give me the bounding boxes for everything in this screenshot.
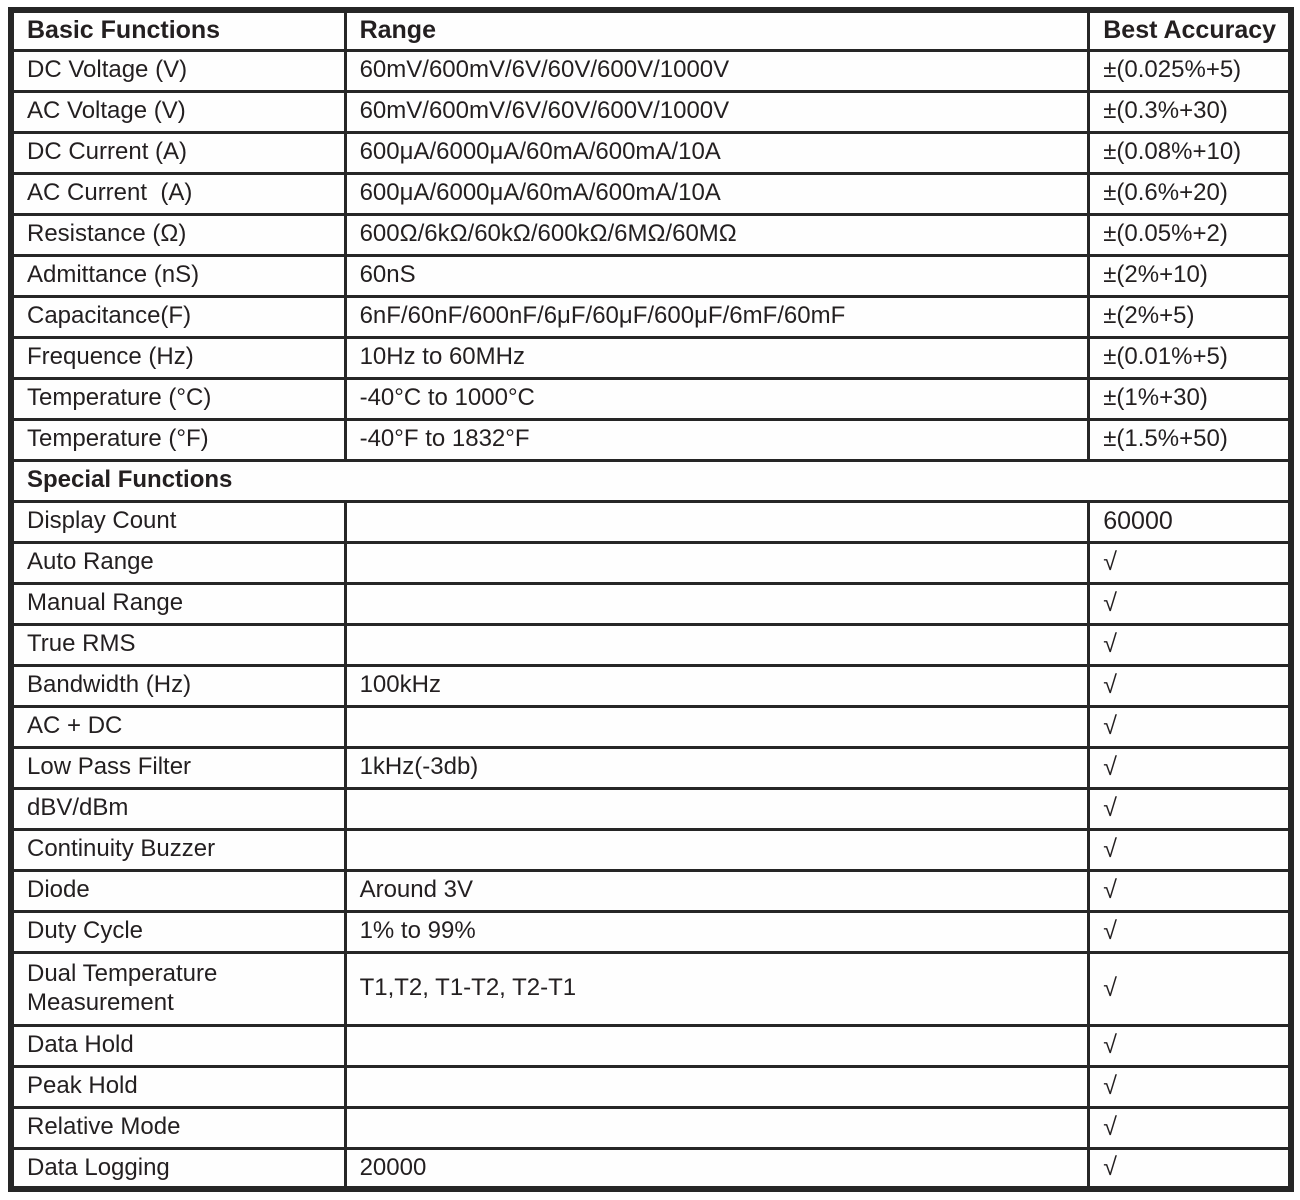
- table-row: [11, 911, 1291, 952]
- range-cell: [345, 583, 1089, 624]
- table-row: [11, 91, 1291, 132]
- table-row: [11, 501, 1291, 542]
- table-row: [11, 378, 1291, 419]
- checkmark-cell: √: [1089, 583, 1291, 624]
- range-cell: [345, 1025, 1089, 1066]
- range-cell: [345, 829, 1089, 870]
- function-cell: Duty Cycle: [11, 911, 345, 952]
- function-cell: Auto Range: [11, 542, 345, 583]
- checkmark-cell: √: [1089, 911, 1291, 952]
- section-header-row: [11, 460, 1291, 501]
- range-cell: [345, 788, 1089, 829]
- checkmark-cell: √: [1089, 1148, 1291, 1189]
- column-header-best-accuracy: Best Accuracy: [1089, 10, 1291, 50]
- accuracy-cell: ±(0.08%+10): [1089, 132, 1291, 173]
- function-cell: True RMS: [11, 624, 345, 665]
- range-cell: 100kHz: [345, 665, 1089, 706]
- range-cell: 1kHz(-3db): [345, 747, 1089, 788]
- checkmark-cell: √: [1089, 1066, 1291, 1107]
- range-cell: [345, 1066, 1089, 1107]
- function-cell: AC Voltage (V): [11, 91, 345, 132]
- table-row: [11, 1066, 1291, 1107]
- function-cell: dBV/dBm: [11, 788, 345, 829]
- checkmark-cell: √: [1089, 1025, 1291, 1066]
- table-row: [11, 132, 1291, 173]
- checkmark-cell: √: [1089, 747, 1291, 788]
- function-cell: Diode: [11, 870, 345, 911]
- accuracy-cell: ±(0.6%+20): [1089, 173, 1291, 214]
- table-row: [11, 624, 1291, 665]
- column-header-range: Range: [345, 10, 1089, 50]
- range-cell: 20000: [345, 1148, 1089, 1189]
- range-cell: 1% to 99%: [345, 911, 1089, 952]
- table-row: [11, 665, 1291, 706]
- range-cell: [345, 542, 1089, 583]
- section-header-special-functions: Special Functions: [11, 460, 1291, 501]
- table-row: [11, 1025, 1291, 1066]
- function-cell: Capacitance(F): [11, 296, 345, 337]
- function-cell: Data Logging: [11, 1148, 345, 1189]
- table-row: [11, 419, 1291, 460]
- checkmark-cell: √: [1089, 870, 1291, 911]
- table-row: [11, 255, 1291, 296]
- range-cell: -40°C to 1000°C: [345, 378, 1089, 419]
- accuracy-cell: ±(1.5%+50): [1089, 419, 1291, 460]
- function-cell: Bandwidth (Hz): [11, 665, 345, 706]
- table-row: [11, 214, 1291, 255]
- function-cell: Continuity Buzzer: [11, 829, 345, 870]
- range-cell: 600Ω/6kΩ/60kΩ/600kΩ/6MΩ/60MΩ: [345, 214, 1089, 255]
- function-cell: AC + DC: [11, 706, 345, 747]
- range-cell: T1,T2, T1-T2, T2-T1: [345, 952, 1089, 1025]
- function-cell: Frequence (Hz): [11, 337, 345, 378]
- function-cell: Low Pass Filter: [11, 747, 345, 788]
- checkmark-cell: √: [1089, 952, 1291, 1025]
- table-row: [11, 1107, 1291, 1148]
- table-row: [11, 1148, 1291, 1189]
- function-cell: Data Hold: [11, 1025, 345, 1066]
- table-row: [11, 337, 1291, 378]
- table-row: [11, 706, 1291, 747]
- range-cell: Around 3V: [345, 870, 1089, 911]
- function-cell: Relative Mode: [11, 1107, 345, 1148]
- table-row: [11, 296, 1291, 337]
- table-row: [11, 788, 1291, 829]
- column-header-basic-functions: Basic Functions: [11, 10, 345, 50]
- range-cell: 6nF/60nF/600nF/6μF/60μF/600μF/6mF/60mF: [345, 296, 1089, 337]
- function-cell: DC Voltage (V): [11, 50, 345, 91]
- range-cell: 600μA/6000μA/60mA/600mA/10A: [345, 132, 1089, 173]
- table-row: [11, 542, 1291, 583]
- checkmark-cell: √: [1089, 624, 1291, 665]
- table-row: [11, 870, 1291, 911]
- function-cell: Temperature (°C): [11, 378, 345, 419]
- accuracy-cell: ±(0.01%+5): [1089, 337, 1291, 378]
- range-cell: 600μA/6000μA/60mA/600mA/10A: [345, 173, 1089, 214]
- function-cell: AC Current (A): [11, 173, 345, 214]
- table-row: [11, 829, 1291, 870]
- function-cell: Temperature (°F): [11, 419, 345, 460]
- checkmark-cell: √: [1089, 829, 1291, 870]
- table-row: [11, 583, 1291, 624]
- checkmark-cell: √: [1089, 665, 1291, 706]
- accuracy-cell: ±(2%+5): [1089, 296, 1291, 337]
- function-cell: Dual Temperature Measurement: [27, 960, 218, 1016]
- range-cell: [345, 1107, 1089, 1148]
- range-cell: [345, 624, 1089, 665]
- accuracy-cell: ±(1%+30): [1089, 378, 1291, 419]
- function-cell: Resistance (Ω): [11, 214, 345, 255]
- multimeter-spec-table: [8, 7, 1294, 1192]
- range-cell: 60mV/600mV/6V/60V/600V/1000V: [345, 50, 1089, 91]
- function-cell: Display Count: [11, 501, 345, 542]
- function-cell: DC Current (A): [11, 132, 345, 173]
- accuracy-cell: ±(0.025%+5): [1089, 50, 1291, 91]
- checkmark-cell: √: [1089, 788, 1291, 829]
- table-row: [11, 173, 1291, 214]
- accuracy-cell: ±(0.05%+2): [1089, 214, 1291, 255]
- range-cell: -40°F to 1832°F: [345, 419, 1089, 460]
- checkmark-cell: √: [1089, 542, 1291, 583]
- table-row: [11, 50, 1291, 91]
- range-cell: 60nS: [345, 255, 1089, 296]
- function-cell: Manual Range: [11, 583, 345, 624]
- range-cell: [345, 501, 1089, 542]
- table-header-row: [11, 10, 1291, 50]
- range-cell: [345, 706, 1089, 747]
- function-cell: Peak Hold: [11, 1066, 345, 1107]
- accuracy-cell: ±(2%+10): [1089, 255, 1291, 296]
- value-cell: 60000: [1089, 501, 1291, 542]
- table-row: [11, 952, 1291, 1025]
- checkmark-cell: √: [1089, 706, 1291, 747]
- range-cell: 10Hz to 60MHz: [345, 337, 1089, 378]
- table-row: [11, 747, 1291, 788]
- checkmark-cell: √: [1089, 1107, 1291, 1148]
- function-cell: Admittance (nS): [11, 255, 345, 296]
- accuracy-cell: ±(0.3%+30): [1089, 91, 1291, 132]
- range-cell: 60mV/600mV/6V/60V/600V/1000V: [345, 91, 1089, 132]
